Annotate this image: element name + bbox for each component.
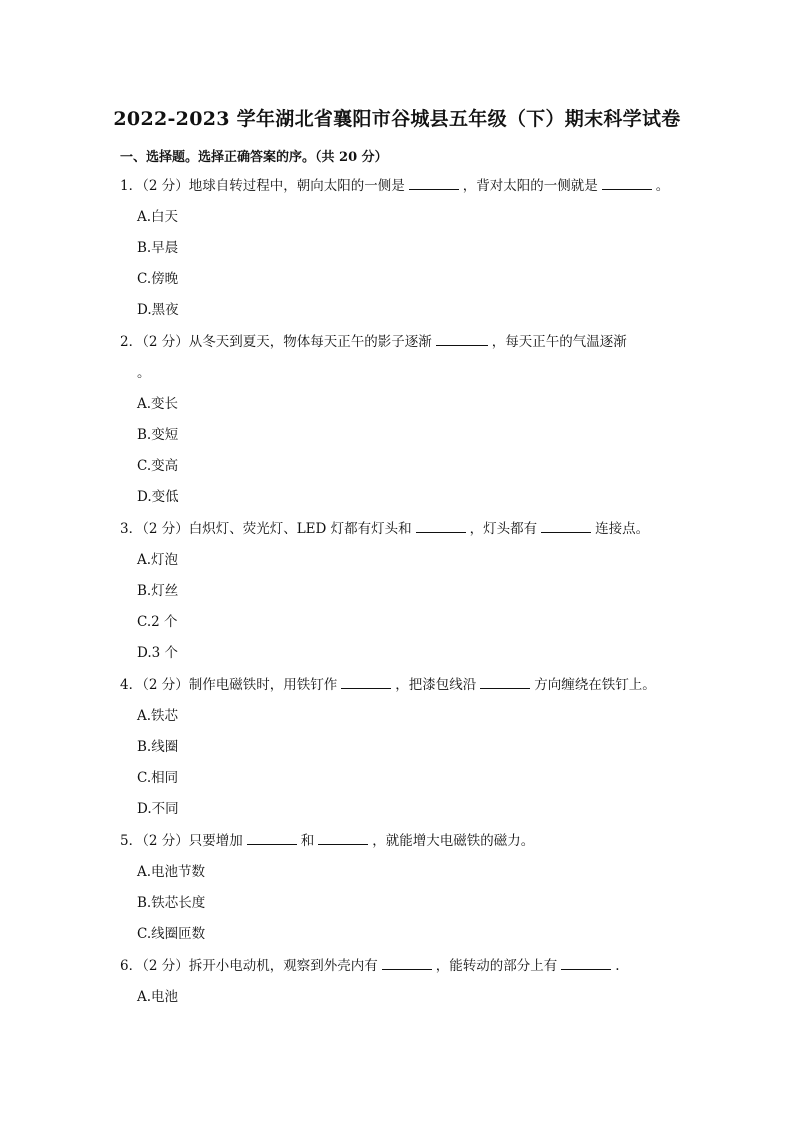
question-2-continuation: 。 (137, 365, 151, 381)
question-text: 连接点。 (595, 521, 650, 537)
question-text: 和 (300, 833, 315, 849)
page-title: 2022-2023 学年湖北省襄阳市谷城县五年级（下）期末科学试卷 (113, 108, 681, 130)
answer-blank (416, 520, 466, 533)
option-b: B.线圈 (137, 739, 179, 755)
question-6 (120, 957, 620, 975)
answer-blank (541, 520, 591, 533)
question-text: 4．（2 分）制作电磁铁时，用铁钉作 (120, 677, 338, 693)
question-text: . (615, 958, 620, 974)
question-4 (120, 676, 656, 694)
question-text: ，灯头都有 (469, 521, 538, 537)
question-text: ，把漆包线沿 (395, 677, 477, 693)
option-a: A.铁芯 (137, 708, 179, 724)
option-d: D.3 个 (137, 645, 179, 661)
question-text: 3．（2 分）白炽灯、荧光灯、LED 灯都有灯头和 (120, 521, 412, 537)
question-text: 2．（2 分）从冬天到夏天，物体每天正午的影子逐渐 (120, 334, 432, 350)
option-d: D.变低 (137, 489, 179, 505)
question-3 (120, 520, 649, 538)
option-b: B.铁芯长度 (137, 895, 206, 911)
option-a: A.变长 (137, 396, 179, 412)
option-c: C.2 个 (137, 614, 178, 630)
option-c: C.变高 (137, 458, 179, 474)
answer-blank (247, 832, 297, 845)
question-text: ，能转动的部分上有 (435, 958, 558, 974)
question-text: 6．（2 分）拆开小电动机，观察到外壳内有 (120, 958, 378, 974)
answer-blank (341, 676, 391, 689)
question-text: ，就能增大电磁铁的磁力。 (372, 833, 535, 849)
answer-blank (318, 832, 368, 845)
option-a: A.灯泡 (137, 552, 179, 568)
option-c: C.线圈匝数 (137, 926, 206, 942)
question-text: 1．（2 分）地球自转过程中，朝向太阳的一侧是 (120, 178, 405, 194)
answer-blank (602, 177, 652, 190)
option-b: B.变短 (137, 427, 179, 443)
question-text: ，每天正午的气温逐渐 (491, 334, 627, 350)
option-d: D.不同 (137, 801, 179, 817)
answer-blank (436, 333, 488, 346)
question-1 (120, 177, 669, 195)
option-b: B.灯丝 (137, 583, 179, 599)
section-heading: 一、选择题。选择正确答案的序。（共 20 分） (120, 150, 388, 165)
answer-blank (409, 177, 459, 190)
answer-blank (480, 676, 530, 689)
option-c: C.傍晚 (137, 271, 179, 287)
option-a: A.电池节数 (137, 864, 206, 880)
option-c: C.相同 (137, 770, 179, 786)
answer-blank (561, 957, 611, 970)
question-text: ，背对太阳的一侧就是 (462, 178, 598, 194)
option-a: A.电池 (137, 989, 179, 1005)
question-text: 。 (655, 178, 670, 194)
question-text: 5．（2 分）只要增加 (120, 833, 243, 849)
question-5 (120, 832, 534, 850)
question-text: 方向缠绕在铁钉上。 (534, 677, 656, 693)
option-a: A.白天 (137, 209, 179, 225)
question-2 (120, 333, 627, 351)
option-b: B.早晨 (137, 240, 179, 256)
option-d: D.黑夜 (137, 302, 179, 318)
answer-blank (382, 957, 432, 970)
